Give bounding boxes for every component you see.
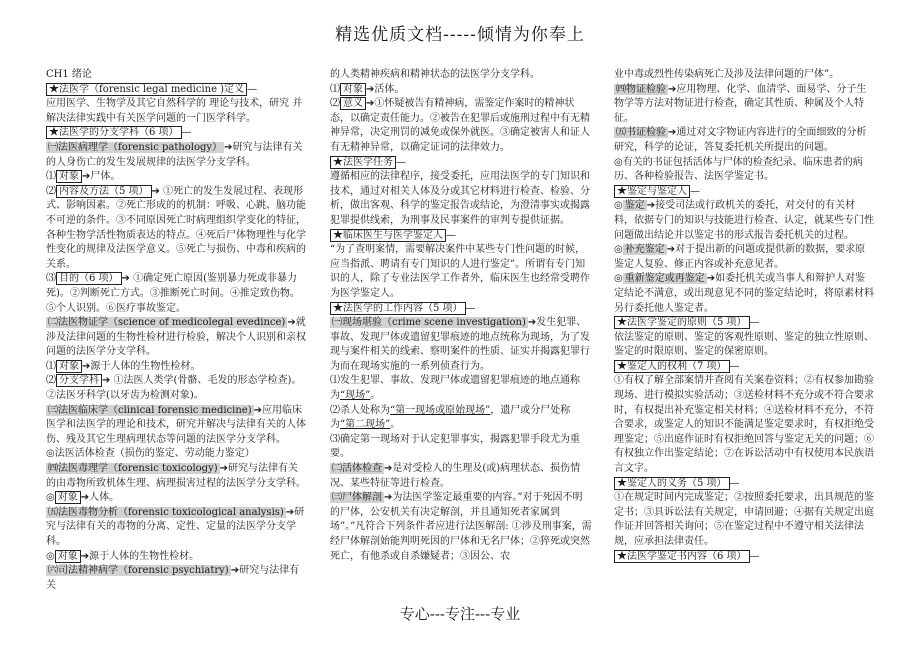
list-item: ⑶ 目的（6 项） ➔ ①确定死亡原因(鉴别暴力死或非暴力死)。②判断死亡方式。③推断死亡时间。④推定致伤物。⑤个人识别。⑥医疗事故鉴定。: [46, 273, 300, 314]
list-item: [614, 272, 874, 316]
page-footer: 专心---专注---专业: [399, 605, 521, 623]
item-text: ➔研究与法律有关: [46, 565, 300, 591]
item-text: ➔对于提出新的问题或提供新的数据，要求原鉴定人复验、修正内容或补充意见者。: [614, 244, 866, 270]
highlight-term: 重新鉴定或再鉴定: [624, 273, 705, 285]
item-text: ➔为法医学鉴定最重要的内容。”对于死因不明的尸体，公安机关有决定解剖，并且通知死者家属到场”。”凡符合下列条件者应进行法医解剖: ①涉及刑事案，需经尸体解剖始能判明死因的尸体和无名尸体；②猝死或突然死亡，有他杀或自杀嫌疑者；③因公、农: [330, 492, 592, 562]
paragraph: “为了查明案情，需要解决案件中某些专门性问题的时候，应当指派、聘请有专门知识的人进行鉴定”。所谓有专门知识的人，除了专业法医学工作者外，临床医生也经常受聘作为医学鉴定人。: [330, 244, 590, 299]
item-text: ➔接受司法或行政机关的委托，对交付的有关材料，依据专门的知识与技能进行检查、认定，就某些专门性问题做出结论并以鉴定书的形式报告委托机关的过程。: [614, 200, 874, 241]
boxed-term: 对象: [56, 170, 82, 183]
list-item: [330, 404, 592, 433]
list-item: ⑶确定第一现场对于认定犯罪事实，揭露犯罪手段尤为重要。: [330, 433, 580, 460]
paragraph: 依法鉴定的原则、鉴定的客观性原则、鉴定的独立性原则、鉴定的时限原则、鉴定的保密原则。: [614, 331, 874, 358]
item-text: ⑵杀人处称为: [330, 404, 390, 416]
section-heading: ★鉴定与鉴定人: [614, 185, 690, 198]
heading-dash: —: [749, 550, 760, 562]
paragraph: ①在规定时间内完成鉴定；②按照委托要求，出具规范的鉴定书；③具诉讼法有关规定，申请回避；④据有关规定出庭作证并回答相关询问；⑤在鉴定过程中不遵守相关法律法规，应承担法律责任。: [614, 492, 874, 547]
section-heading: ★法医学任务: [330, 156, 396, 169]
list-item: [46, 141, 308, 170]
list-item: [614, 126, 874, 155]
column-1: [46, 68, 308, 598]
list-item: ◎ 对象 ➔人体。: [46, 492, 120, 504]
highlight-term: ㈤法医毒物分析（forensic toxicological analysis): [48, 506, 284, 518]
boxed-term: 内容及方法（5 项）: [56, 185, 152, 198]
section-heading: ★临床医生与医学鉴定人: [330, 229, 446, 242]
bullet: ⑵: [330, 98, 340, 110]
section-heading: ★法医学鉴定的原则（5 项）: [614, 316, 750, 329]
section-heading: ★法医学的工作内容（5 项）: [330, 302, 466, 315]
item-text: 。: [370, 390, 381, 402]
list-item: [330, 316, 592, 374]
highlight-term: ㈢尸体解剖: [332, 492, 382, 504]
item-text: ➔研究与法律有关的由毒物所致机体生理、病理损害过程的法医学分支学科。: [46, 463, 306, 489]
boxed-term: 对象: [55, 550, 81, 563]
list-item: [330, 491, 592, 564]
section-heading: ★法医学的分支学科（6 项）: [46, 126, 182, 139]
heading-dash: —: [446, 229, 456, 241]
item-text: ⑴发生犯罪、事故、发现尸体或遗留犯罪痕迹的地点通称为: [330, 375, 580, 402]
list-item: [46, 404, 308, 448]
list-item: [46, 316, 308, 360]
column-3: [614, 68, 874, 598]
boxed-term: 意义: [340, 97, 366, 110]
item-text: ➔研究与法律有关的人身伤亡的发生发展规律的法医学分支学科。: [46, 141, 303, 168]
underlined-term: “第一现场或原始现场”: [390, 404, 491, 416]
item-text: ➔应用物理、化学、血清学、面易学、分子生物学等方法对物证进行检查，确定其性质、种属及个人特征。: [614, 83, 867, 124]
list-item: [614, 83, 874, 127]
list-item: [330, 462, 592, 491]
heading-dash: —: [465, 302, 476, 314]
heading-dash: —: [690, 185, 700, 197]
bullet: ⑴: [330, 83, 340, 95]
item-text: ➔发生犯罪、事故、发现尸体或遗留犯罪痕迹的地点统称为现场，为了发现与案件相关的线索、察明案件的性质、证实并揭露犯罪行为而在现场实施的一系列侦查行为。: [330, 317, 590, 372]
paragraph: ①有权了解全部案情并查阅有关案卷资料；②有权参加勘验现场、进行模拟实验活动；③送检材料不充分或不符合要求时，有权提出补充鉴定相关材料；④送检材料不充分，不符合要求，或鉴定人的知识不能满足鉴定要求时，有权拒绝受理鉴定；⑤出庭作证时有权拒绝回答与鉴定无关的问题；⑥有权独立作出鉴定结论；⑦在诉讼活动中有权使用本民族语言文字。: [614, 375, 874, 475]
item-text: ➔应用临床医学和法医学的理论和技术，研究并解决与法律有关的人体伤、残及其它生理病理状态等问题的法医学分支学科。: [46, 404, 306, 445]
list-item: [330, 374, 592, 403]
paragraph: 的人类精神疾病和精神状态的法医学分支学科。: [330, 69, 540, 80]
highlight-term: ㈠法医病理学（forensic pathology）: [48, 141, 223, 153]
list-item: [46, 506, 308, 550]
underlined-term: “现场”: [340, 390, 371, 402]
highlight-term: ㈥司法精神病学（forensic psychiatry): [48, 565, 229, 577]
list-item: [46, 550, 308, 565]
list-item: [614, 243, 874, 272]
paragraph: 应用医学、生物学及其它自然科学的 理论与技术，研究 并解决法律实践中有关医学问题的一门医学科学。: [46, 98, 303, 124]
highlight-term: 鉴定: [624, 200, 645, 212]
paragraph: 遵循相应的法律程序，接受委托，应用法医学的专门知识和技术，通过对相关人体及分或其它材料进行检查、检验、分析，做出客观、科学的鉴定报告或结论，为澄清事实或揭露犯罪提供线索，为刑事及民事案件的审判专提供证据。: [330, 171, 590, 226]
list-item: ◎有关的书证包括活体与尸体的检查纪录、临床患者的病历、各种检验报告、法医学鉴定书。: [614, 156, 863, 183]
boxed-term: 对象: [340, 83, 366, 96]
bullet: ◎: [614, 273, 623, 285]
bullet: ◎: [614, 200, 623, 212]
section-heading: ★鉴定人的权利（7 项）: [614, 360, 730, 373]
boxed-term: 目的（6 项）: [56, 272, 122, 285]
highlight-term: ㈠现场堪验（crime scene investigation): [332, 317, 526, 329]
heading-dash: —: [749, 317, 760, 329]
section-heading: ★法医学鉴定书内容（6 项）: [614, 550, 750, 563]
boxed-term: 对象: [55, 491, 81, 504]
list-item: ⑴ 对象 ➔尸体。: [46, 171, 121, 183]
section-heading: ★法医学（forensic legal medicine )定义: [46, 83, 247, 96]
heading-dash: —: [247, 83, 258, 95]
item-text: 。: [390, 419, 401, 431]
highlight-term: ㈣法医毒理学（forensic toxicology): [48, 463, 218, 475]
bullet: ◎: [46, 550, 55, 562]
highlight-term: ㈡活体检查: [332, 463, 382, 475]
highlight-term: ㈤书证检验: [616, 127, 666, 139]
item-text: ➔源于人体的生物性检材。: [82, 360, 201, 372]
item-text: ➔活体。: [366, 83, 405, 95]
page-header: 精选优质文档-----倾情为你奉上: [335, 25, 585, 45]
boxed-term: 分支学科: [56, 374, 102, 387]
item-text: ➔①怀疑被告有精神病，需鉴定作案时的精神状态，以确定责任能力。②被告在犯罪后或施刑过程中有无精神异常，决定刑罚的减免或保外就医。③确定被害人和证人有无精神异常，以确定证词的法律效力。: [330, 98, 590, 153]
paragraph: 业中毒或烈性传染病死亡及涉及法律问题的尸体”。: [614, 69, 840, 80]
list-item: ⑴ 对象 ➔源于人体的生物性检材。: [46, 360, 201, 372]
list-item: ◎法医活体检查（损伤的鉴定、劳动能力鉴定）: [46, 448, 255, 460]
item-text: ➔研究与法律有关的毒物的分离、定性、定量的法医学分支学科。: [46, 506, 305, 547]
heading-dash: —: [396, 156, 406, 168]
column-2: [330, 68, 592, 598]
list-item: [46, 564, 308, 593]
highlight-term: 补充鉴定: [624, 244, 665, 256]
list-item: ⑵ 内容及方法（5 项） ➔ ①死亡的发生发展过程、表现形式、影响因素。②死亡形成的的机制：呼吸、心跳、脑功能不可逆的条件。③不同原因死亡时病理组织学变化的特征，各种生物学活性物质表达的特点。④死后尸体物理性与化学性变化的规律及法医学意义。⑤死亡与损伤、中毒和疾病的关系。: [46, 185, 306, 270]
list-item: [614, 199, 874, 243]
item-text: ➔就涉及法律问题的生物性检材进行检验，解决个人识别和亲权问题的法医学分支学科。: [46, 317, 306, 358]
item-text: ，遗尸或分尸处称为: [330, 404, 571, 431]
underlined-term: “第二现场”: [340, 419, 391, 431]
item-text: ➔通过对文字物证内容进行的全面细致的分析研究，科学的论证，答复委托机关所提出的问题。: [614, 127, 867, 153]
section-heading: ★鉴定人的义务（5 项）: [614, 477, 730, 490]
item-text: ➔如委托机关或当事人和辩护人对鉴定结论不满意，或出现意见不同的鉴定结论时，将原素材料另行委托他人鉴定者。: [614, 273, 874, 314]
list-item: [330, 97, 592, 155]
item-text: ➔是对受检人的生理及(或)病理状态、损伤情况、某些特征等进行检查。: [330, 463, 581, 489]
highlight-term: ㈢法医临床学（clinical forensic medicine): [48, 404, 252, 416]
highlight-term: ㈣物证检验: [616, 83, 666, 95]
list-item: ⑵ 分支学科 ➔ ①法医人类学(骨骼、毛发的形态学检查)。②法医牙科学(以牙齿为检测对象)。: [46, 375, 302, 402]
heading-dash: —: [729, 477, 740, 489]
boxed-term: 对象: [56, 360, 82, 373]
item-text: ➔源于人体的生物性检材。: [80, 550, 200, 562]
bullet: ◎: [614, 244, 623, 256]
chapter-title: CH1 绪论: [46, 69, 92, 80]
heading-dash: —: [729, 360, 740, 372]
item-text: ➔ ①确定死亡原因(鉴别暴力死或非暴力死)。②判断死亡方式。③推断死亡时间。④推定致伤物。⑤个人识别。⑥医疗事故鉴定。: [46, 273, 300, 314]
item-text: ➔ ①死亡的发生发展过程、表现形式、影响因素。②死亡形成的的机制：呼吸、心跳、脑功能不可逆的条件。③不同原因死亡时病理组织学变化的特征，各种生物学活性物质表达的特点。④死后尸体物理性与化学性变化的规律及法医学意义。⑤死亡与损伤、中毒和疾病的关系。: [46, 185, 306, 270]
item-text: ➔尸体。: [82, 171, 121, 183]
item-text: ➔人体。: [80, 492, 120, 504]
highlight-term: ㈡法医物证学（science of medicolegal evedince): [48, 317, 286, 329]
heading-dash: —: [181, 127, 192, 139]
list-item: [330, 83, 592, 98]
item-text: ➔ ①法医人类学(骨骼、毛发的形态学检查)。②法医牙科学(以牙齿为检测对象)。: [46, 375, 302, 402]
list-item: [46, 462, 308, 491]
